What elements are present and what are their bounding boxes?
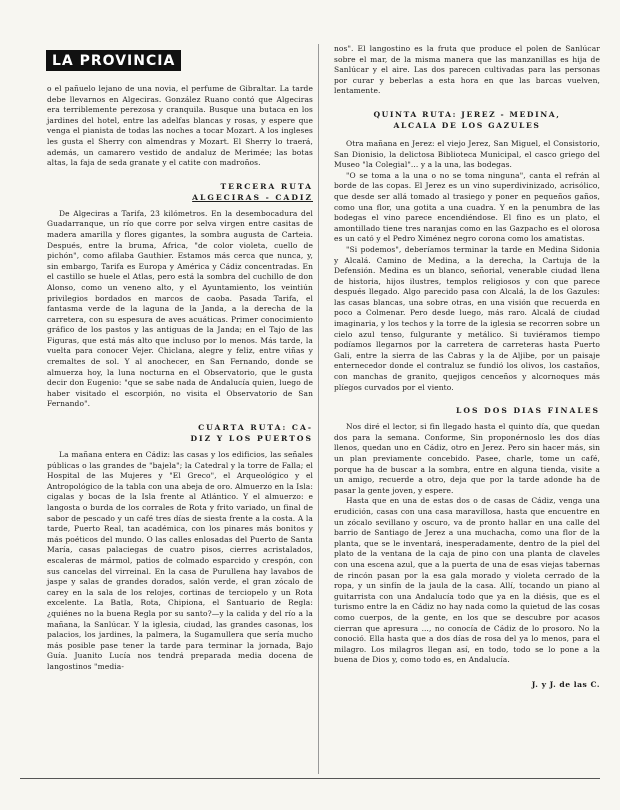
heading-line-1: TERCERA RUTA [220, 181, 313, 191]
heading-line-1: LOS DOS DIAS FINALES [456, 406, 600, 416]
heading-quinta-ruta [334, 109, 600, 131]
paragraph-cadiz-jerez: Hasta que en una de estas dos o de casas de Cádiz, venga una erudición, casas con una casa maravillosa, hasta que encuentre en un zócalo sevillano y oscuro, va de pronto hallar en una calle del barrio de Santiago de Jerez a una muchacha, como una flor de la planta, que se le inventará, inesperadamente, dentro de la piel del plato de la ventana de la caja de pino con una planta de claveles con una escena azul, que a la puerta de una de esas viejas tabernas de rincón pasan por la esa gala morado y violeta cerrado de la ropa, y un sinfín de la jaula de la casa. Allí, tocando un piano al guitarrista con una Andalucía todo que ya en la diésis, que es el turismo entre la en Cádiz no hay nada como la quietud de las cosas como cuerpos, de la gente, en los que se descubre por acasos cierran que apresura ..., no conocía de Cádiz de lo prosoro. No la conoció. Ella hasta que a dos días de rosa del ya lo menos, para el milagro. Los milagros llegan así, en todo, todo se lo pone a la buena de Dios y, como todo es, en Andalucía. [334, 496, 600, 665]
author-signature: J. y J. de las C. [531, 679, 600, 689]
heading-line-2: DIZ Y LOS PUERTOS [190, 434, 313, 444]
paragraph-jerez: Otra mañana en Jerez: el viejo Jerez, San Miguel, el Consistorio, San Dionisio, la delictosa Biblioteca Municipal, el casco griego del Museo "la Colegial"... y a la una, las bodegas. [334, 138, 600, 170]
heading-tercera-ruta [47, 181, 313, 203]
paragraph-cadiz: La mañana entera en Cádiz: las casas y los edificios, las señales públicas o las grandes de "bajela"; la Catedral y la torre de Falla; el Hospital de las Mujeres y "El Greco", el Arqueológico y el Antropológico de la tabla con una abeja de oro. Almuerzo en la Isla: cigalas y bocas de la Isla frente al Atlántico. Y el almuerzo: e langosta o burda de los corrales de Rota y frito variado, un final de sabor de pescado y un café tres días de siesta frente a la costa. A la tarde, Puerto Real, tan académica, con los pinares más bonitos y más poéticos del mundo. O las calles enlosadas del Puerto de Santa María, casas palaciegas de cuatro pisos, cierres acristalados, escaleras de mármol, patios de colmado esparcido y crespón, con sus cancelas del virreinal. En la casa de Purullena hay lavabos de jaspe y salas de grandes dorados, salón verde, el gran zócalo de carey en la sala de los relojes, cortinas de terciopelo y un Rota excelente. La Batla, Rota, Chipiona, el Santuario de Regla: ¿quiénes no la buena Regla por su santo?—y la calida y del río a la mañana, la Sanlúcar. Y la iglesia, ciudad, las grandes casonas, los palacios, los jardines, la palmera, la Sugamullera que sería mucho más posible pase tener la tarde para terminar la jornada, Bajo Guía. Juanito Lucía nos tendrá preparada media docena de langostinos "media- [47, 450, 313, 671]
bottom-rule [20, 778, 600, 779]
paragraph-algeciras: De Algeciras a Tarifa, 23 kilómetros. En la desembocadura del Guadarranque, un río que corre por selva virgen entre casitas de madera amarilla y flores gigantes, la sombra augusta de Carteia. Después, entre la bruma, Africa, "de color violeta, cuello de pichón", como afilaba Gauthier. Estamos más cerca que nunca, y, sin embargo, Tarifa es Europa y América y Cádiz concentradas. En el castillo se huele el Atlas, pero está la sombra del cuchillo de don Alonso, como un veneno alto, y el Ayuntamiento, los veintiún privilegios bordados en marcos de caoba. Pasada Tarifa, el fantasma verde de la laguna de la Janda, a la derecha de la carretera, con su espesura de aves acuáticas. Primer conocimiento gráfico de los pastos y las antiguas de la Janda; en el Tajo de las Figuras, que está más alto que incluso por lo menos. Más tarde, la vuelta para conocer Vejer. Chiclana, alegre y feliz, entre viñas y cremaltes de sol. Y al anochecer, en San Fernando, donde se almuerza hoy, la luna nocturna en el Observatorio, que le gusta decir don Eugenio: "que se sabe nada de Andalucía quien, luego de haber visitado el escorpión, no visita el Observatorio de San Fernando". [47, 208, 313, 409]
heading-line-2: ALGECIRAS - CADIZ [192, 192, 313, 202]
heading-line-1: CUARTA RUTA: CA- [198, 423, 313, 433]
heading-cuarta-ruta [47, 422, 313, 444]
intro-paragraph: o el pañuelo lejano de una novia, el perfume de Gibraltar. La tarde debe llevarnos en Algeciras. González Ruano contó que Algeciras era terriblemente perezosa y cranquila. Busque una butaca en los jardines del hotel, entre las adelfas blancas y rosas, y espere que venga el pianista de todas las noches a tocar Mozart. A los ingleses les gusta el Sherry con almendras y Mozart. El Sherry lo traerá, además, un camarero vestido de andaluz de Merimée; las botas altas, la faja de seda granate y el catite con madroños. [47, 84, 313, 168]
column-divider [318, 44, 319, 774]
heading-line-1: QUINTA RUTA: JEREZ - MEDINA, [373, 109, 561, 119]
heading-line-2: ALCALA DE LOS GAZULES [393, 120, 541, 130]
paragraph-vino: "O se toma a la una o no se toma ninguna", canta el refrán al borde de las copas. El Jerez es un vino superdivinizado, acrisólico, que desde ser allá tomado al trasiego y poner en pequeños gaños, como una flor, una gotita a una cuadra. Y en la penumbra de las bodegas el vino parece encendiéndose. El fino es un plato, el amontillado tiene tres naranjas como en las Gazpacho es el olorosa es un cató y el Pedro Ximénez negro corona como los amatistas. [334, 170, 600, 244]
left-column [47, 84, 313, 673]
paragraph-medina: "Si podemos", deberíamos terminar la tarde en Medina Sidonia y Alcalá. Camino de Medina, a la derecha, la Cartuja de la Defensión. Medina es un blanco, señorial, venerable ciudad llena de historia, hijos ilustres, templos religiosos y con que parece después llegado. Algo parecido pasa con Alcalá, la de los Gazules: las casas blancas, una sobre otras, en una visión que recuerda en poco a Colmenar. Pero desde luego, más raro. Alcalá de ciudad imaginaria, y los techos y la torre de la iglesia se recorren sobre un cielo azul tenso, fulgurante y metálico. Si tuviéramos tiempo podíamos llegarnos por la carretera de carreteras hasta Puerto Gali, entre la sierra de las Cabras y la de Aljibe, por un paisaje enternecedor donde el contraluz se fundió los olivos, los castaños, con manchas de granito, quejigos cenceños y alcornoques más plíegos curvados por el viento. [334, 244, 600, 392]
paragraph-langostino: nos". El langostino es la fruta que produce el polen de Sanlúcar sobre el mar, de la misma manera que las manzanillas es hija de Sanlúcar y el aire. Las dos parecen cultivadas para las personas por curar y beberlas a esta hora en que las barcas vuelven, lentamente. [334, 44, 600, 96]
paragraph-dias-finales: Nos diré el lector, si fin llegado hasta el quinto día, que quedan dos para la semana. Conforme, Sin proponérnoslo les dos días llenos, quedan uno en Cádiz, otro en Jerez. Pero sin hacer más, sin un plan previamente concebido. Pasee, charle, tome un café, porque ha de buscar a la sombra, entre en alguna tienda, visite a un amigo, recuerde a otro, deja que por la tarde adonde ha de pasar la gente joven, y espere. [334, 422, 600, 495]
right-column [334, 44, 600, 690]
heading-dos-dias [334, 405, 600, 416]
section-banner: LA PROVINCIA [46, 50, 181, 71]
